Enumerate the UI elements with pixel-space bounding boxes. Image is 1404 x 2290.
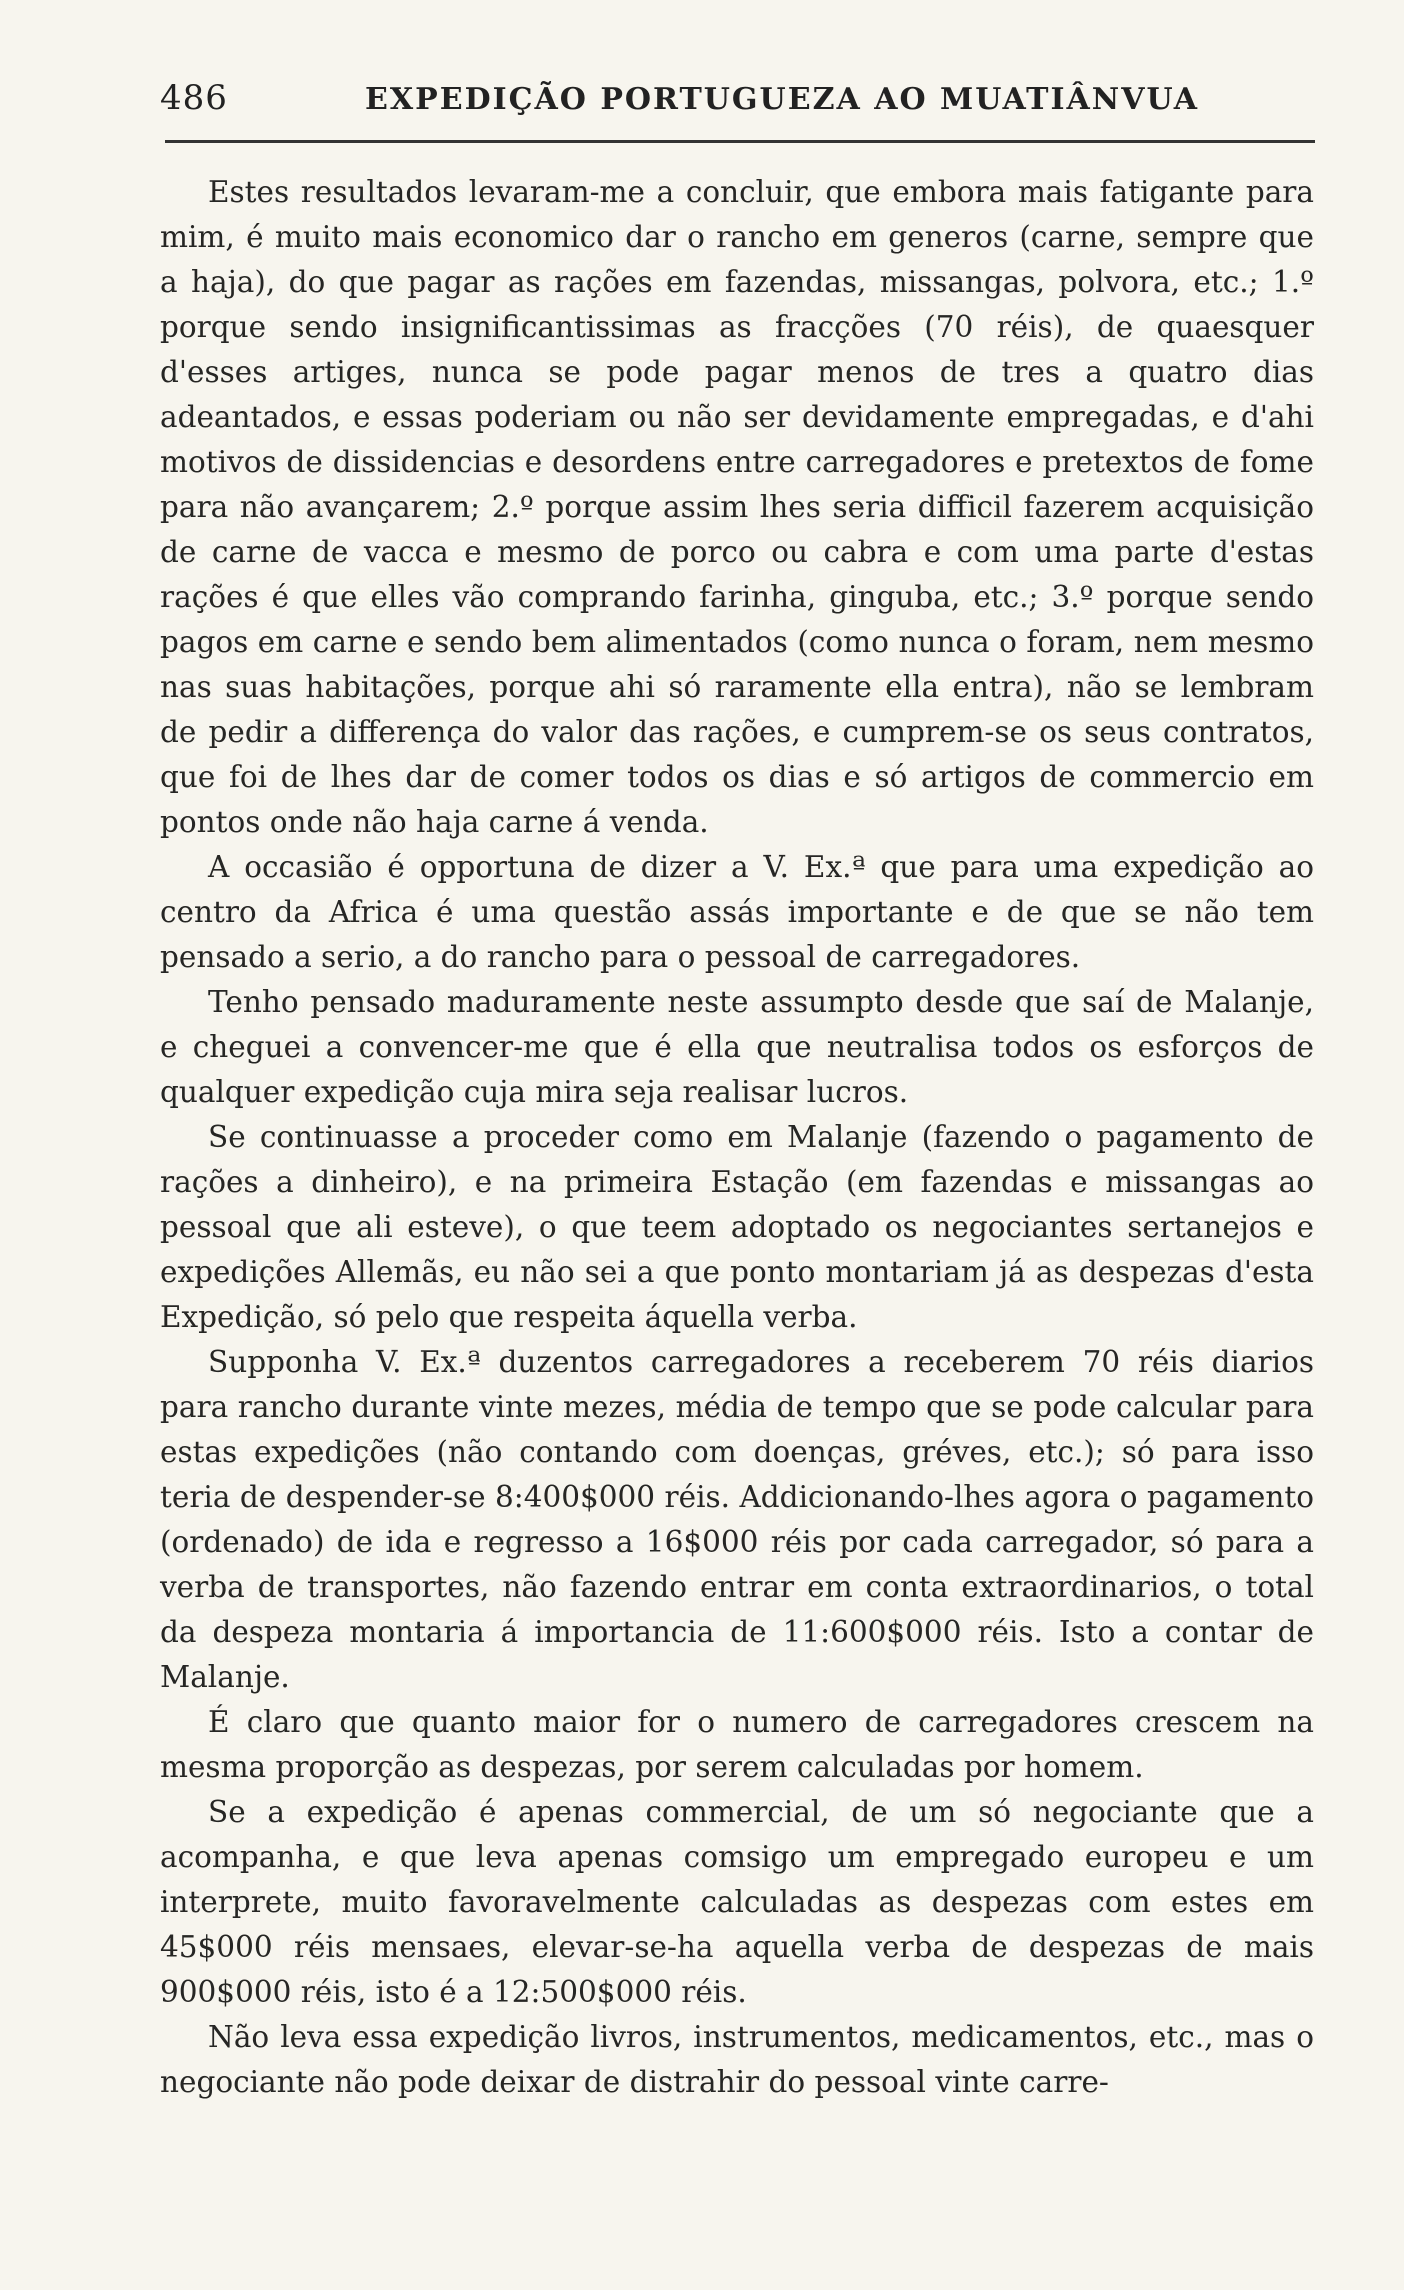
body-text xyxy=(160,170,1314,2105)
paragraph: Tenho pensado maduramente neste assumpto desde que saí de Malanje, e cheguei a convencer-me que é ella que neutralisa todos os esforços de qualquer expedição cuja mira seja realisar lucros. xyxy=(160,985,1314,1109)
page-header xyxy=(160,72,1315,132)
paragraph: A occasião é opportuna de dizer a V. Ex.ª que para uma expedição ao centro da Africa é uma questão assás importante e de que se não tem pensado a serio, a do rancho para o pessoal de carregadores. xyxy=(160,850,1314,974)
paragraph: Se a expedição é apenas commercial, de um só negociante que a acompanha, e que leva apenas comsigo um empregado europeu e um interprete, muito favoravelmente calculadas as despezas com estes em 45$000 réis mensaes, elevar-se-ha aquella verba de despezas de mais 900$000 réis, isto é a 12:500$000 réis. xyxy=(160,1795,1314,2009)
header-rule xyxy=(165,140,1315,143)
paragraph: Supponha V. Ex.ª duzentos carregadores a receberem 70 réis diarios para rancho durante vinte mezes, média de tempo que se pode calcular para estas expedições (não contando com doenças, gréves, etc.); só para isso teria de despender-se 8:400$000 réis. Addicionando-lhes agora o pagamento (ordenado) de ida e regresso a 16$000 réis por cada carregador, só para a verba de transportes, não fazendo entrar em conta extraordinarios, o total da despeza montaria á importancia de 11:600$000 réis. Isto a contar de Malanje. xyxy=(160,1345,1314,1694)
paragraph: Se continuasse a proceder como em Malanje (fazendo o pagamento de rações a dinheiro), e na primeira Estação (em fazendas e missangas ao pessoal que ali esteve), o que teem adoptado os negociantes sertanejos e expedições Allemãs, eu não sei a que ponto montariam já as despezas d'esta Expedição, só pelo que respeita áquella verba. xyxy=(160,1120,1314,1334)
paragraph: Estes resultados levaram-me a concluir, que embora mais fatigante para mim, é muito mais economico dar o rancho em generos (carne, sempre que a haja), do que pagar as rações em fazendas, missangas, polvora, etc.; 1.º porque sendo insignificantissimas as fracções (70 réis), de quaesquer d'esses artiges, nunca se pode pagar menos de tres a quatro dias adeantados, e essas poderiam ou não ser devidamente empregadas, e d'ahi motivos de dissidencias e desordens entre carregadores e pretextos de fome para não avançarem; 2.º porque assim lhes seria difficil fazerem acquisição de carne de vacca e mesmo de porco ou cabra e com uma parte d'estas rações é que elles vão comprando farinha, ginguba, etc.; 3.º porque sendo pagos em carne e sendo bem alimentados (como nunca o foram, nem mesmo nas suas habitações, porque ahi só raramente ella entra), não se lembram de pedir a differença do valor das rações, e cumprem-se os seus contratos, que foi de lhes dar de comer todos os dias e só artigos de commercio em pontos onde não haja carne á venda. xyxy=(160,175,1314,839)
running-title: EXPEDIÇÃO PORTUGUEZA AO MUATIÂNVUA xyxy=(365,82,1199,117)
page-number: 486 xyxy=(160,78,228,118)
paragraph: Não leva essa expedição livros, instrumentos, medicamentos, etc., mas o negociante não pode deixar de distrahir do pessoal vinte carre- xyxy=(160,2020,1314,2099)
paragraph: É claro que quanto maior for o numero de carregadores crescem na mesma proporção as despezas, por serem calculadas por homem. xyxy=(160,1705,1314,1784)
